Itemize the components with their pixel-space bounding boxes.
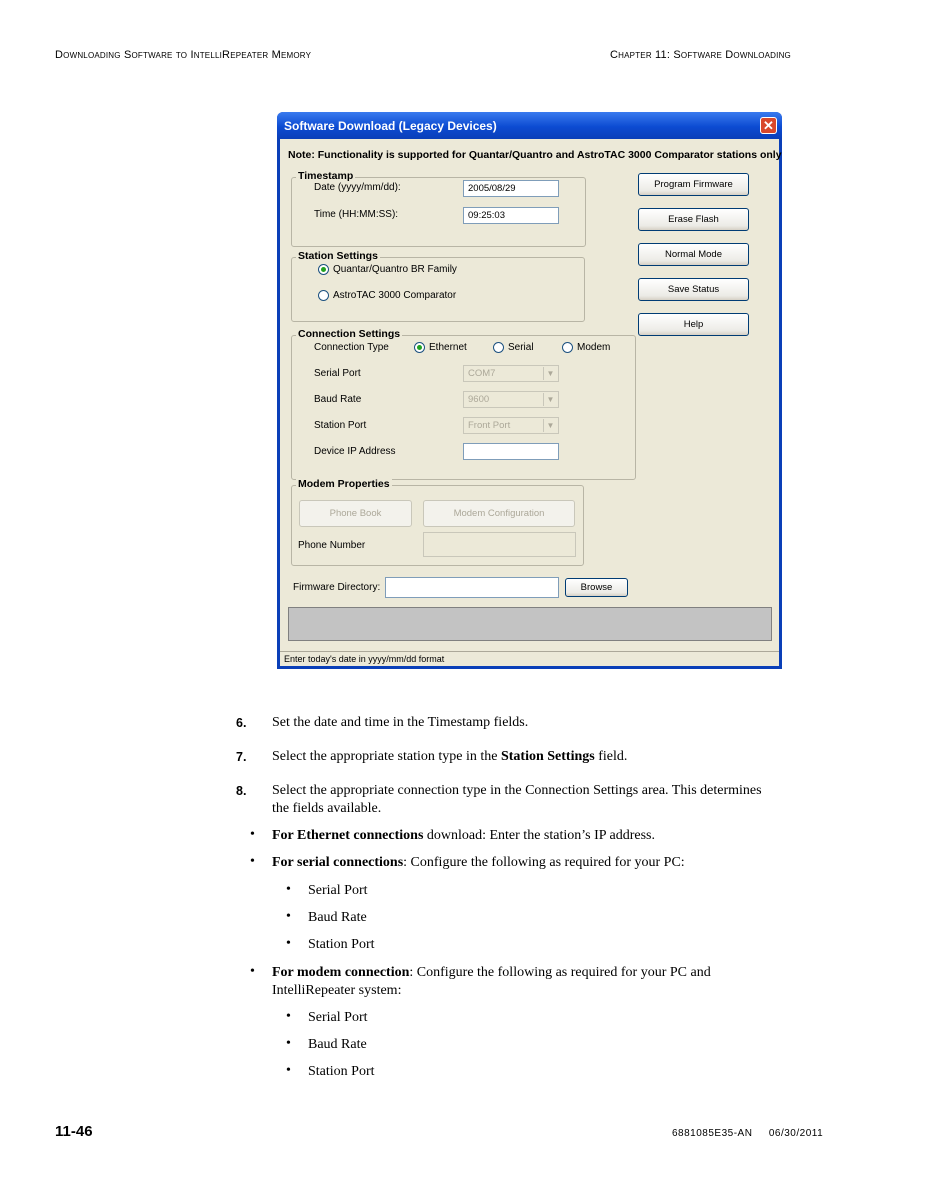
bullet-icon: • (286, 1036, 291, 1051)
functionality-note: Note: Functionality is supported for Quantar/Quantro and AstroTAC 3000 Comparator stations only (288, 149, 782, 161)
device-ip-label: Device IP Address (314, 446, 396, 457)
dialog-title: Software Download (Legacy Devices) (284, 119, 497, 133)
sub-bullet-text: Serial Port (308, 1010, 368, 1025)
status-bar: Enter today's date in yyyy/mm/dd format (280, 651, 779, 666)
timestamp-group-title: Timestamp (298, 170, 354, 182)
station-port-combo[interactable] (463, 417, 559, 434)
phone-book-button[interactable]: Phone Book (299, 500, 412, 527)
running-header-left: Downloading Software to IntelliRepeater Memory (55, 49, 312, 61)
program-firmware-button[interactable]: Program Firmware (638, 173, 749, 196)
modem-radio[interactable] (562, 342, 573, 353)
station-port-value: Front Port (468, 420, 511, 431)
station-port-label: Station Port (314, 420, 367, 431)
help-button[interactable]: Help (638, 313, 749, 336)
status-output-panel (288, 607, 772, 641)
phone-number-label: Phone Number (298, 540, 366, 551)
bullet-bold: For Ethernet connections (272, 828, 424, 843)
erase-flash-button[interactable]: Erase Flash (638, 208, 749, 231)
step-text: Set the date and time in the Timestamp fields. (272, 715, 529, 730)
modem-properties-title: Modem Properties (298, 478, 390, 490)
bullet-rest: download: Enter the station’s IP address. (423, 828, 655, 843)
bullet-icon: • (286, 936, 291, 951)
astrotac-radio[interactable] (318, 290, 329, 301)
bullet-bold: For serial connections (272, 855, 404, 870)
serial-label: Serial (508, 342, 534, 353)
sub-bullet-text: Baud Rate (308, 910, 367, 925)
serial-port-label: Serial Port (314, 368, 361, 379)
step-text: Select the appropriate connection type in the Connection Settings area. This determines (272, 783, 762, 798)
step-text: the fields available. (272, 801, 382, 816)
bullet-rest: : Configure the following as required for your PC and (409, 965, 711, 980)
modem-label: Modem (577, 342, 611, 353)
save-status-button[interactable]: Save Status (638, 278, 749, 301)
step-number: 8. (236, 784, 247, 798)
page-number: 11-46 (55, 1123, 93, 1140)
chevron-down-icon: ▼ (543, 367, 557, 380)
step-text-part: field. (594, 749, 628, 764)
dialog-client-area (280, 139, 782, 666)
sub-bullet-text: Station Port (308, 1064, 375, 1079)
device-ip-input[interactable] (463, 443, 559, 460)
time-input[interactable]: 09:25:03 (463, 207, 559, 224)
sub-bullet-text: Baud Rate (308, 1037, 367, 1052)
step-text-bold: Station Settings (500, 749, 595, 764)
title-bar[interactable] (277, 112, 782, 139)
bullet-icon: • (250, 827, 255, 842)
bullet-icon: • (250, 854, 255, 869)
serial-port-combo[interactable] (463, 365, 559, 382)
bullet-text (272, 827, 655, 845)
step-text (272, 748, 627, 766)
date-input[interactable]: 2005/08/29 (463, 180, 559, 197)
connection-type-label: Connection Type (314, 342, 389, 353)
chevron-down-icon: ▼ (543, 419, 557, 432)
step-text-part: Select the appropriate station type in the (272, 749, 501, 764)
baud-rate-combo[interactable] (463, 391, 559, 408)
phone-number-input[interactable] (423, 532, 576, 557)
software-download-dialog (277, 112, 782, 669)
bullet-icon: • (286, 909, 291, 924)
baud-rate-value: 9600 (468, 394, 490, 405)
firmware-directory-input[interactable] (385, 577, 559, 598)
bullet-text (272, 854, 685, 872)
time-label: Time (HH:MM:SS): (314, 209, 399, 220)
ethernet-label: Ethernet (429, 342, 467, 353)
sub-bullet-text: Serial Port (308, 883, 368, 898)
bullet-text-continuation: IntelliRepeater system: (272, 983, 402, 998)
serial-radio[interactable] (493, 342, 504, 353)
document-id: 6881085E35-AN 06/30/2011 (672, 1128, 824, 1139)
bullet-icon: • (286, 1009, 291, 1024)
step-number: 6. (236, 716, 247, 730)
date-label: Date (yyyy/mm/dd): (314, 182, 401, 193)
quantar-label: Quantar/Quantro BR Family (333, 264, 457, 275)
sub-bullet-text: Station Port (308, 937, 375, 952)
astrotac-label: AstroTAC 3000 Comparator (333, 290, 457, 301)
normal-mode-button[interactable]: Normal Mode (638, 243, 749, 266)
close-button[interactable]: ✕ (760, 117, 777, 134)
ethernet-radio[interactable] (414, 342, 425, 353)
bullet-bold: For modem connection (272, 965, 410, 980)
bullet-icon: • (286, 882, 291, 897)
running-header-right: Chapter 11: Software Downloading (610, 49, 791, 61)
bullet-icon: • (286, 1063, 291, 1078)
step-number: 7. (236, 750, 247, 764)
bullet-text (272, 964, 711, 982)
browse-button[interactable]: Browse (565, 578, 628, 597)
serial-port-value: COM7 (468, 368, 496, 379)
station-settings-title: Station Settings (298, 250, 378, 262)
bullet-icon: • (250, 964, 255, 979)
chevron-down-icon: ▼ (543, 393, 557, 406)
quantar-radio[interactable] (318, 264, 329, 275)
baud-rate-label: Baud Rate (314, 394, 362, 405)
firmware-directory-label: Firmware Directory: (293, 582, 381, 593)
connection-settings-title: Connection Settings (298, 328, 401, 340)
modem-configuration-button[interactable]: Modem Configuration (423, 500, 575, 527)
bullet-rest: : Configure the following as required for your PC: (403, 855, 685, 870)
